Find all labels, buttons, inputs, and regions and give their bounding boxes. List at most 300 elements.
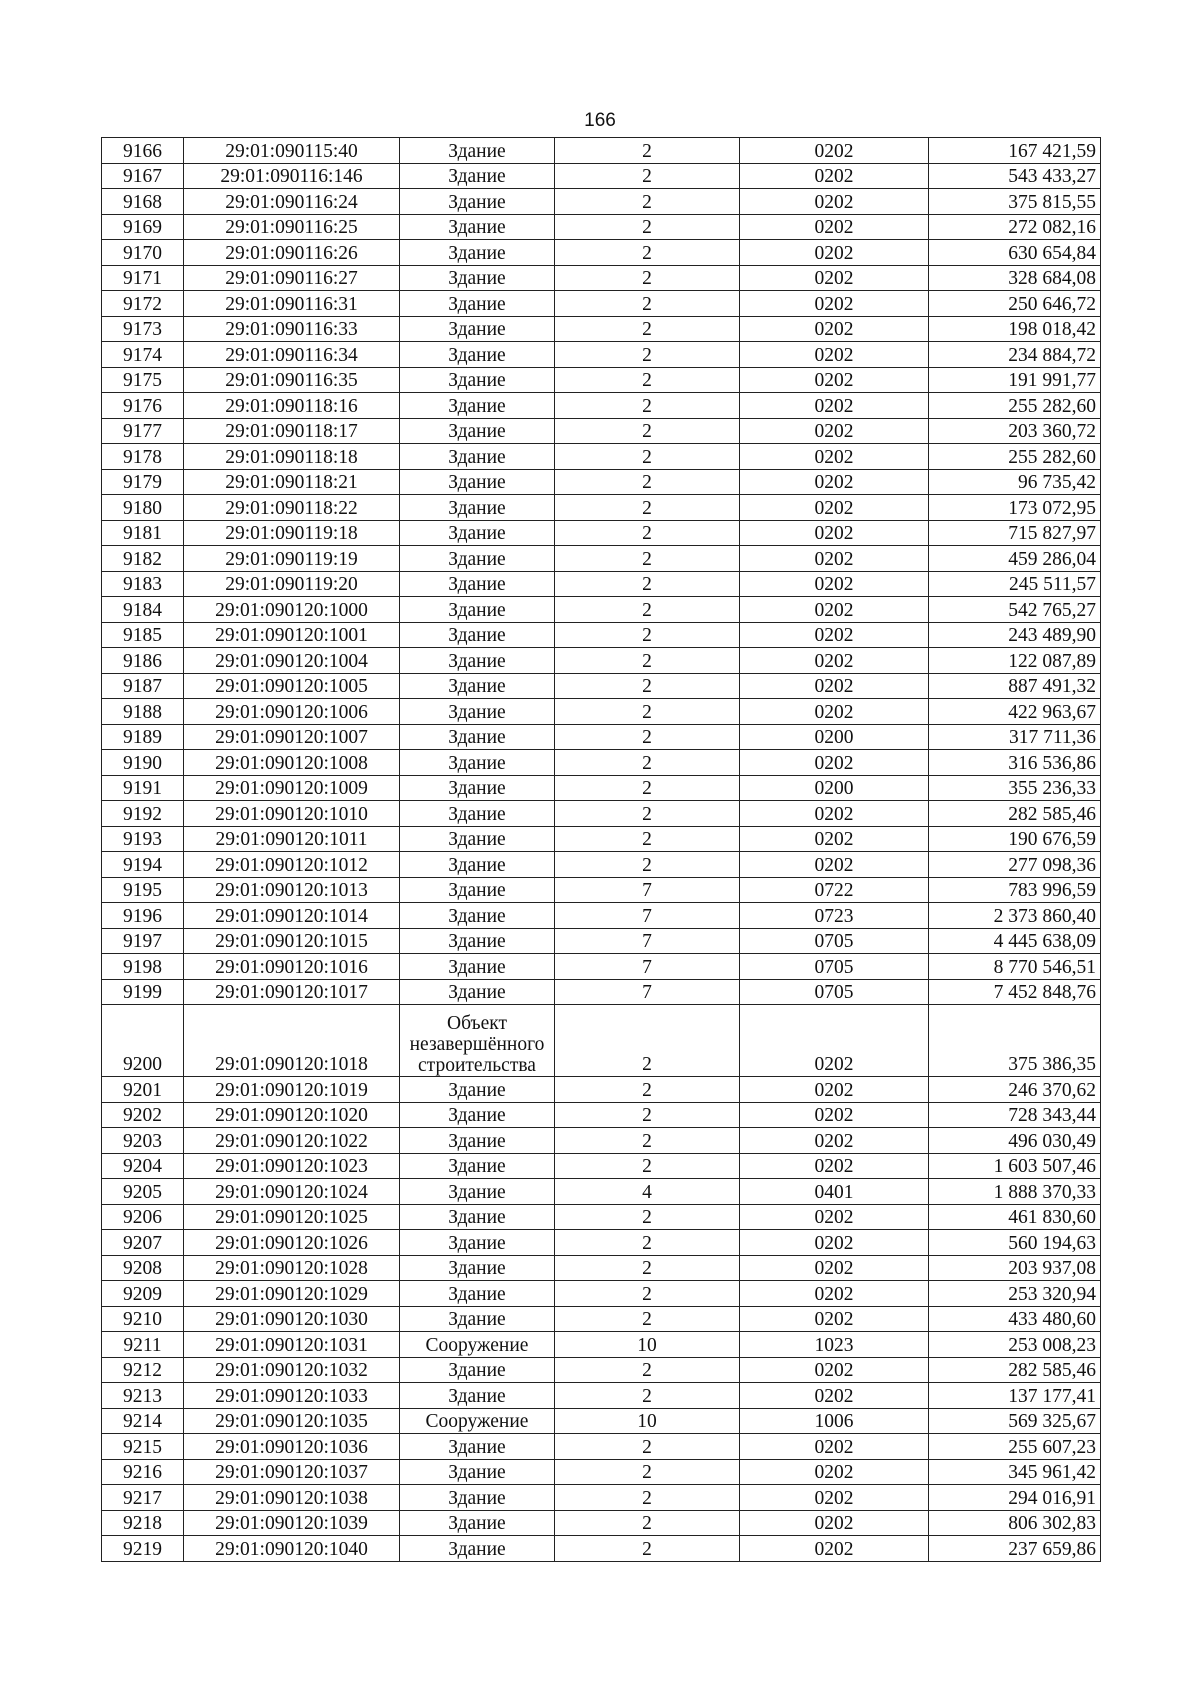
subgroup-code: 0202 <box>740 1204 929 1230</box>
row-number: 9208 <box>102 1255 184 1281</box>
subgroup-code: 0202 <box>740 1281 929 1307</box>
group-number: 2 <box>555 597 740 623</box>
cadastral-number: 29:01:090120:1033 <box>184 1383 400 1409</box>
subgroup-code: 0705 <box>740 928 929 954</box>
subgroup-code: 0202 <box>740 1357 929 1383</box>
table-row <box>102 1408 1101 1434</box>
row-number: 9174 <box>102 342 184 368</box>
row-number: 9190 <box>102 750 184 776</box>
table-row <box>102 1077 1101 1103</box>
object-type: Здание <box>400 1204 555 1230</box>
cadastral-value: 345 961,42 <box>929 1459 1101 1485</box>
object-type: Здание <box>400 852 555 878</box>
subgroup-code: 0202 <box>740 316 929 342</box>
cadastral-value: 282 585,46 <box>929 801 1101 827</box>
table-row <box>102 1005 1101 1077</box>
row-number: 9169 <box>102 214 184 240</box>
table-row <box>102 495 1101 521</box>
cadastral-value: 255 607,23 <box>929 1434 1101 1460</box>
cadastral-value: 253 320,94 <box>929 1281 1101 1307</box>
cadastral-number: 29:01:090120:1000 <box>184 597 400 623</box>
object-type: Здание <box>400 826 555 852</box>
cadastral-number: 29:01:090120:1013 <box>184 877 400 903</box>
object-type: Здание <box>400 954 555 980</box>
subgroup-code: 0723 <box>740 903 929 929</box>
cadastral-value: 496 030,49 <box>929 1128 1101 1154</box>
group-number: 2 <box>555 1204 740 1230</box>
subgroup-code: 0202 <box>740 648 929 674</box>
object-type: Здание <box>400 750 555 776</box>
table-row <box>102 469 1101 495</box>
row-number: 9185 <box>102 622 184 648</box>
row-number: 9178 <box>102 444 184 470</box>
row-number: 9218 <box>102 1510 184 1536</box>
cadastral-number: 29:01:090120:1009 <box>184 775 400 801</box>
row-number: 9166 <box>102 138 184 164</box>
object-type: Здание <box>400 571 555 597</box>
table-row <box>102 1459 1101 1485</box>
table-row <box>102 1230 1101 1256</box>
row-number: 9175 <box>102 367 184 393</box>
page-number: 166 <box>584 110 616 131</box>
row-number: 9179 <box>102 469 184 495</box>
subgroup-code: 0202 <box>740 138 929 164</box>
cadastral-value: 459 286,04 <box>929 546 1101 572</box>
row-number: 9215 <box>102 1434 184 1460</box>
cadastral-value: 190 676,59 <box>929 826 1101 852</box>
group-number: 2 <box>555 1102 740 1128</box>
object-type: Здание <box>400 546 555 572</box>
cadastral-value: 806 302,83 <box>929 1510 1101 1536</box>
table-row <box>102 444 1101 470</box>
group-number: 2 <box>555 495 740 521</box>
cadastral-number: 29:01:090118:17 <box>184 418 400 444</box>
object-type: Здание <box>400 1077 555 1103</box>
cadastral-value: 1 603 507,46 <box>929 1153 1101 1179</box>
object-type: Здание <box>400 597 555 623</box>
row-number: 9181 <box>102 520 184 546</box>
object-type: Здание <box>400 775 555 801</box>
subgroup-code: 0202 <box>740 1128 929 1154</box>
group-number: 2 <box>555 1357 740 1383</box>
table-row <box>102 648 1101 674</box>
cadastral-number: 29:01:090120:1040 <box>184 1536 400 1562</box>
table-row <box>102 903 1101 929</box>
group-number: 2 <box>555 750 740 776</box>
row-number: 9171 <box>102 265 184 291</box>
subgroup-code: 0200 <box>740 724 929 750</box>
cadastral-number: 29:01:090116:146 <box>184 163 400 189</box>
object-type: Здание <box>400 240 555 266</box>
cadastral-value: 715 827,97 <box>929 520 1101 546</box>
row-number: 9206 <box>102 1204 184 1230</box>
cadastral-number: 29:01:090116:35 <box>184 367 400 393</box>
cadastral-value: 96 735,42 <box>929 469 1101 495</box>
cadastral-number: 29:01:090120:1006 <box>184 699 400 725</box>
row-number: 9194 <box>102 852 184 878</box>
subgroup-code: 0202 <box>740 367 929 393</box>
cadastral-number: 29:01:090118:18 <box>184 444 400 470</box>
row-number: 9199 <box>102 979 184 1005</box>
table-row <box>102 750 1101 776</box>
table-row <box>102 1128 1101 1154</box>
subgroup-code: 0202 <box>740 342 929 368</box>
table-row <box>102 954 1101 980</box>
cadastral-number: 29:01:090116:33 <box>184 316 400 342</box>
row-number: 9173 <box>102 316 184 342</box>
group-number: 7 <box>555 979 740 1005</box>
group-number: 10 <box>555 1332 740 1358</box>
row-number: 9219 <box>102 1536 184 1562</box>
table-row <box>102 1281 1101 1307</box>
row-number: 9198 <box>102 954 184 980</box>
subgroup-code: 0202 <box>740 495 929 521</box>
cadastral-value: 191 991,77 <box>929 367 1101 393</box>
cadastral-value: 198 018,42 <box>929 316 1101 342</box>
object-type: Здание <box>400 291 555 317</box>
subgroup-code: 0202 <box>740 1005 929 1077</box>
table-row <box>102 393 1101 419</box>
object-type: Здание <box>400 1128 555 1154</box>
row-number: 9200 <box>102 1005 184 1077</box>
table-row <box>102 877 1101 903</box>
object-type: Здание <box>400 1306 555 1332</box>
row-number: 9201 <box>102 1077 184 1103</box>
group-number: 2 <box>555 520 740 546</box>
group-number: 2 <box>555 291 740 317</box>
cadastral-number: 29:01:090116:25 <box>184 214 400 240</box>
object-type: Здание <box>400 1102 555 1128</box>
object-type: Здание <box>400 1383 555 1409</box>
table-row <box>102 520 1101 546</box>
table-row <box>102 342 1101 368</box>
object-type: Здание <box>400 903 555 929</box>
cadastral-number: 29:01:090120:1037 <box>184 1459 400 1485</box>
row-number: 9172 <box>102 291 184 317</box>
object-type: Здание <box>400 342 555 368</box>
table-row <box>102 367 1101 393</box>
cadastral-value: 203 360,72 <box>929 418 1101 444</box>
object-type: Здание <box>400 520 555 546</box>
group-number: 7 <box>555 928 740 954</box>
table-row <box>102 163 1101 189</box>
cadastral-value: 543 433,27 <box>929 163 1101 189</box>
cadastral-value: 245 511,57 <box>929 571 1101 597</box>
cadastral-number: 29:01:090120:1029 <box>184 1281 400 1307</box>
object-type: Здание <box>400 724 555 750</box>
registry-table-body <box>102 138 1101 1562</box>
group-number: 2 <box>555 1077 740 1103</box>
object-type: Здание <box>400 393 555 419</box>
subgroup-code: 0202 <box>740 418 929 444</box>
object-type: Здание <box>400 877 555 903</box>
table-row <box>102 673 1101 699</box>
cadastral-number: 29:01:090120:1022 <box>184 1128 400 1154</box>
group-number: 2 <box>555 214 740 240</box>
cadastral-value: 173 072,95 <box>929 495 1101 521</box>
cadastral-value: 234 884,72 <box>929 342 1101 368</box>
table-row <box>102 265 1101 291</box>
row-number: 9167 <box>102 163 184 189</box>
object-type: Здание <box>400 1357 555 1383</box>
row-number: 9197 <box>102 928 184 954</box>
cadastral-number: 29:01:090118:22 <box>184 495 400 521</box>
cadastral-value: 783 996,59 <box>929 877 1101 903</box>
group-number: 2 <box>555 265 740 291</box>
cadastral-number: 29:01:090120:1019 <box>184 1077 400 1103</box>
subgroup-code: 0202 <box>740 265 929 291</box>
group-number: 2 <box>555 342 740 368</box>
group-number: 2 <box>555 826 740 852</box>
cadastral-value: 255 282,60 <box>929 393 1101 419</box>
group-number: 2 <box>555 469 740 495</box>
subgroup-code: 0202 <box>740 1383 929 1409</box>
row-number: 9186 <box>102 648 184 674</box>
object-type: Здание <box>400 1153 555 1179</box>
table-row <box>102 1153 1101 1179</box>
object-type: Здание <box>400 1510 555 1536</box>
group-number: 2 <box>555 571 740 597</box>
object-type: Здание <box>400 1230 555 1256</box>
subgroup-code: 0202 <box>740 750 929 776</box>
cadastral-value: 569 325,67 <box>929 1408 1101 1434</box>
group-number: 2 <box>555 393 740 419</box>
cadastral-value: 461 830,60 <box>929 1204 1101 1230</box>
row-number: 9205 <box>102 1179 184 1205</box>
row-number: 9177 <box>102 418 184 444</box>
object-type: Здание <box>400 1281 555 1307</box>
row-number: 9195 <box>102 877 184 903</box>
cadastral-number: 29:01:090120:1039 <box>184 1510 400 1536</box>
cadastral-value: 630 654,84 <box>929 240 1101 266</box>
object-type: Здание <box>400 622 555 648</box>
group-number: 2 <box>555 1536 740 1562</box>
row-number: 9189 <box>102 724 184 750</box>
subgroup-code: 0202 <box>740 214 929 240</box>
object-type: Здание <box>400 928 555 954</box>
row-number: 9213 <box>102 1383 184 1409</box>
subgroup-code: 0202 <box>740 622 929 648</box>
table-row <box>102 622 1101 648</box>
subgroup-code: 0202 <box>740 801 929 827</box>
subgroup-code: 0202 <box>740 826 929 852</box>
group-number: 2 <box>555 444 740 470</box>
table-row <box>102 801 1101 827</box>
row-number: 9192 <box>102 801 184 827</box>
cadastral-value: 316 536,86 <box>929 750 1101 776</box>
row-number: 9212 <box>102 1357 184 1383</box>
cadastral-value: 355 236,33 <box>929 775 1101 801</box>
group-number: 2 <box>555 1459 740 1485</box>
group-number: 2 <box>555 1383 740 1409</box>
cadastral-value: 122 087,89 <box>929 648 1101 674</box>
group-number: 7 <box>555 877 740 903</box>
group-number: 2 <box>555 1485 740 1511</box>
table-row <box>102 1306 1101 1332</box>
object-type: Здание <box>400 316 555 342</box>
subgroup-code: 0202 <box>740 699 929 725</box>
table-row <box>102 1332 1101 1358</box>
row-number: 9193 <box>102 826 184 852</box>
group-number: 4 <box>555 1179 740 1205</box>
group-number: 2 <box>555 801 740 827</box>
object-type: Здание <box>400 979 555 1005</box>
subgroup-code: 0202 <box>740 1510 929 1536</box>
cadastral-number: 29:01:090120:1025 <box>184 1204 400 1230</box>
subgroup-code: 1023 <box>740 1332 929 1358</box>
cadastral-number: 29:01:090120:1024 <box>184 1179 400 1205</box>
cadastral-number: 29:01:090118:16 <box>184 393 400 419</box>
subgroup-code: 0202 <box>740 597 929 623</box>
cadastral-number: 29:01:090120:1030 <box>184 1306 400 1332</box>
table-row <box>102 852 1101 878</box>
row-number: 9217 <box>102 1485 184 1511</box>
subgroup-code: 0202 <box>740 1434 929 1460</box>
cadastral-value: 560 194,63 <box>929 1230 1101 1256</box>
cadastral-number: 29:01:090120:1038 <box>184 1485 400 1511</box>
table-row <box>102 189 1101 215</box>
subgroup-code: 0705 <box>740 954 929 980</box>
table-row <box>102 928 1101 954</box>
row-number: 9196 <box>102 903 184 929</box>
cadastral-value: 167 421,59 <box>929 138 1101 164</box>
subgroup-code: 0202 <box>740 189 929 215</box>
cadastral-number: 29:01:090120:1035 <box>184 1408 400 1434</box>
table-row <box>102 1255 1101 1281</box>
subgroup-code: 0202 <box>740 546 929 572</box>
group-number: 10 <box>555 1408 740 1434</box>
group-number: 2 <box>555 316 740 342</box>
cadastral-number: 29:01:090120:1032 <box>184 1357 400 1383</box>
object-type: Здание <box>400 444 555 470</box>
table-row <box>102 546 1101 572</box>
table-row <box>102 1179 1101 1205</box>
object-type: Здание <box>400 1434 555 1460</box>
object-type: Здание <box>400 673 555 699</box>
subgroup-code: 0202 <box>740 1102 929 1128</box>
subgroup-code: 0401 <box>740 1179 929 1205</box>
group-number: 2 <box>555 1153 740 1179</box>
cadastral-value: 253 008,23 <box>929 1332 1101 1358</box>
cadastral-number: 29:01:090120:1020 <box>184 1102 400 1128</box>
table-row <box>102 418 1101 444</box>
row-number: 9184 <box>102 597 184 623</box>
cadastral-number: 29:01:090120:1015 <box>184 928 400 954</box>
table-row <box>102 1510 1101 1536</box>
cadastral-value: 250 646,72 <box>929 291 1101 317</box>
object-type: Здание <box>400 214 555 240</box>
cadastral-value: 255 282,60 <box>929 444 1101 470</box>
cadastral-value: 246 370,62 <box>929 1077 1101 1103</box>
cadastral-value: 375 386,35 <box>929 1005 1101 1077</box>
cadastral-number: 29:01:090120:1036 <box>184 1434 400 1460</box>
table-row <box>102 316 1101 342</box>
cadastral-number: 29:01:090120:1011 <box>184 826 400 852</box>
cadastral-number: 29:01:090119:20 <box>184 571 400 597</box>
object-type: Здание <box>400 699 555 725</box>
subgroup-code: 0202 <box>740 1536 929 1562</box>
table-row <box>102 775 1101 801</box>
cadastral-number: 29:01:090116:27 <box>184 265 400 291</box>
object-type: Здание <box>400 495 555 521</box>
cadastral-value: 2 373 860,40 <box>929 903 1101 929</box>
group-number: 2 <box>555 138 740 164</box>
object-type: Здание <box>400 163 555 189</box>
row-number: 9176 <box>102 393 184 419</box>
cadastral-number: 29:01:090120:1008 <box>184 750 400 776</box>
row-number: 9187 <box>102 673 184 699</box>
row-number: 9182 <box>102 546 184 572</box>
cadastral-number: 29:01:090120:1028 <box>184 1255 400 1281</box>
table-row <box>102 138 1101 164</box>
row-number: 9209 <box>102 1281 184 1307</box>
subgroup-code: 0200 <box>740 775 929 801</box>
cadastral-value: 433 480,60 <box>929 1306 1101 1332</box>
table-row <box>102 597 1101 623</box>
cadastral-number: 29:01:090120:1026 <box>184 1230 400 1256</box>
cadastral-value: 422 963,67 <box>929 699 1101 725</box>
cadastral-value: 317 711,36 <box>929 724 1101 750</box>
group-number: 2 <box>555 724 740 750</box>
cadastral-number: 29:01:090120:1001 <box>184 622 400 648</box>
cadastral-value: 4 445 638,09 <box>929 928 1101 954</box>
cadastral-number: 29:01:090120:1012 <box>184 852 400 878</box>
row-number: 9191 <box>102 775 184 801</box>
table-row <box>102 1536 1101 1562</box>
cadastral-number: 29:01:090120:1004 <box>184 648 400 674</box>
subgroup-code: 0202 <box>740 1485 929 1511</box>
table-row <box>102 1102 1101 1128</box>
group-number: 2 <box>555 1306 740 1332</box>
cadastral-value: 137 177,41 <box>929 1383 1101 1409</box>
subgroup-code: 0202 <box>740 1230 929 1256</box>
subgroup-code: 0202 <box>740 520 929 546</box>
cadastral-number: 29:01:090116:24 <box>184 189 400 215</box>
subgroup-code: 0202 <box>740 240 929 266</box>
table-row <box>102 1204 1101 1230</box>
object-type: Здание <box>400 189 555 215</box>
subgroup-code: 0202 <box>740 1459 929 1485</box>
table-row <box>102 571 1101 597</box>
cadastral-value: 272 082,16 <box>929 214 1101 240</box>
group-number: 2 <box>555 648 740 674</box>
object-type: Объект незавершённого строительства <box>400 1005 555 1077</box>
row-number: 9203 <box>102 1128 184 1154</box>
cadastral-number: 29:01:090120:1016 <box>184 954 400 980</box>
table-row <box>102 1434 1101 1460</box>
subgroup-code: 0202 <box>740 469 929 495</box>
group-number: 2 <box>555 622 740 648</box>
cadastral-value: 277 098,36 <box>929 852 1101 878</box>
object-type: Здание <box>400 265 555 291</box>
group-number: 2 <box>555 1281 740 1307</box>
subgroup-code: 0202 <box>740 673 929 699</box>
row-number: 9168 <box>102 189 184 215</box>
row-number: 9188 <box>102 699 184 725</box>
row-number: 9211 <box>102 1332 184 1358</box>
group-number: 2 <box>555 546 740 572</box>
subgroup-code: 0202 <box>740 291 929 317</box>
cadastral-value: 243 489,90 <box>929 622 1101 648</box>
table-row <box>102 291 1101 317</box>
group-number: 7 <box>555 903 740 929</box>
cadastral-number: 29:01:090116:26 <box>184 240 400 266</box>
cadastral-number: 29:01:090120:1031 <box>184 1332 400 1358</box>
subgroup-code: 0202 <box>740 163 929 189</box>
subgroup-code: 0202 <box>740 393 929 419</box>
cadastral-number: 29:01:090120:1018 <box>184 1005 400 1077</box>
cadastral-number: 29:01:090119:18 <box>184 520 400 546</box>
